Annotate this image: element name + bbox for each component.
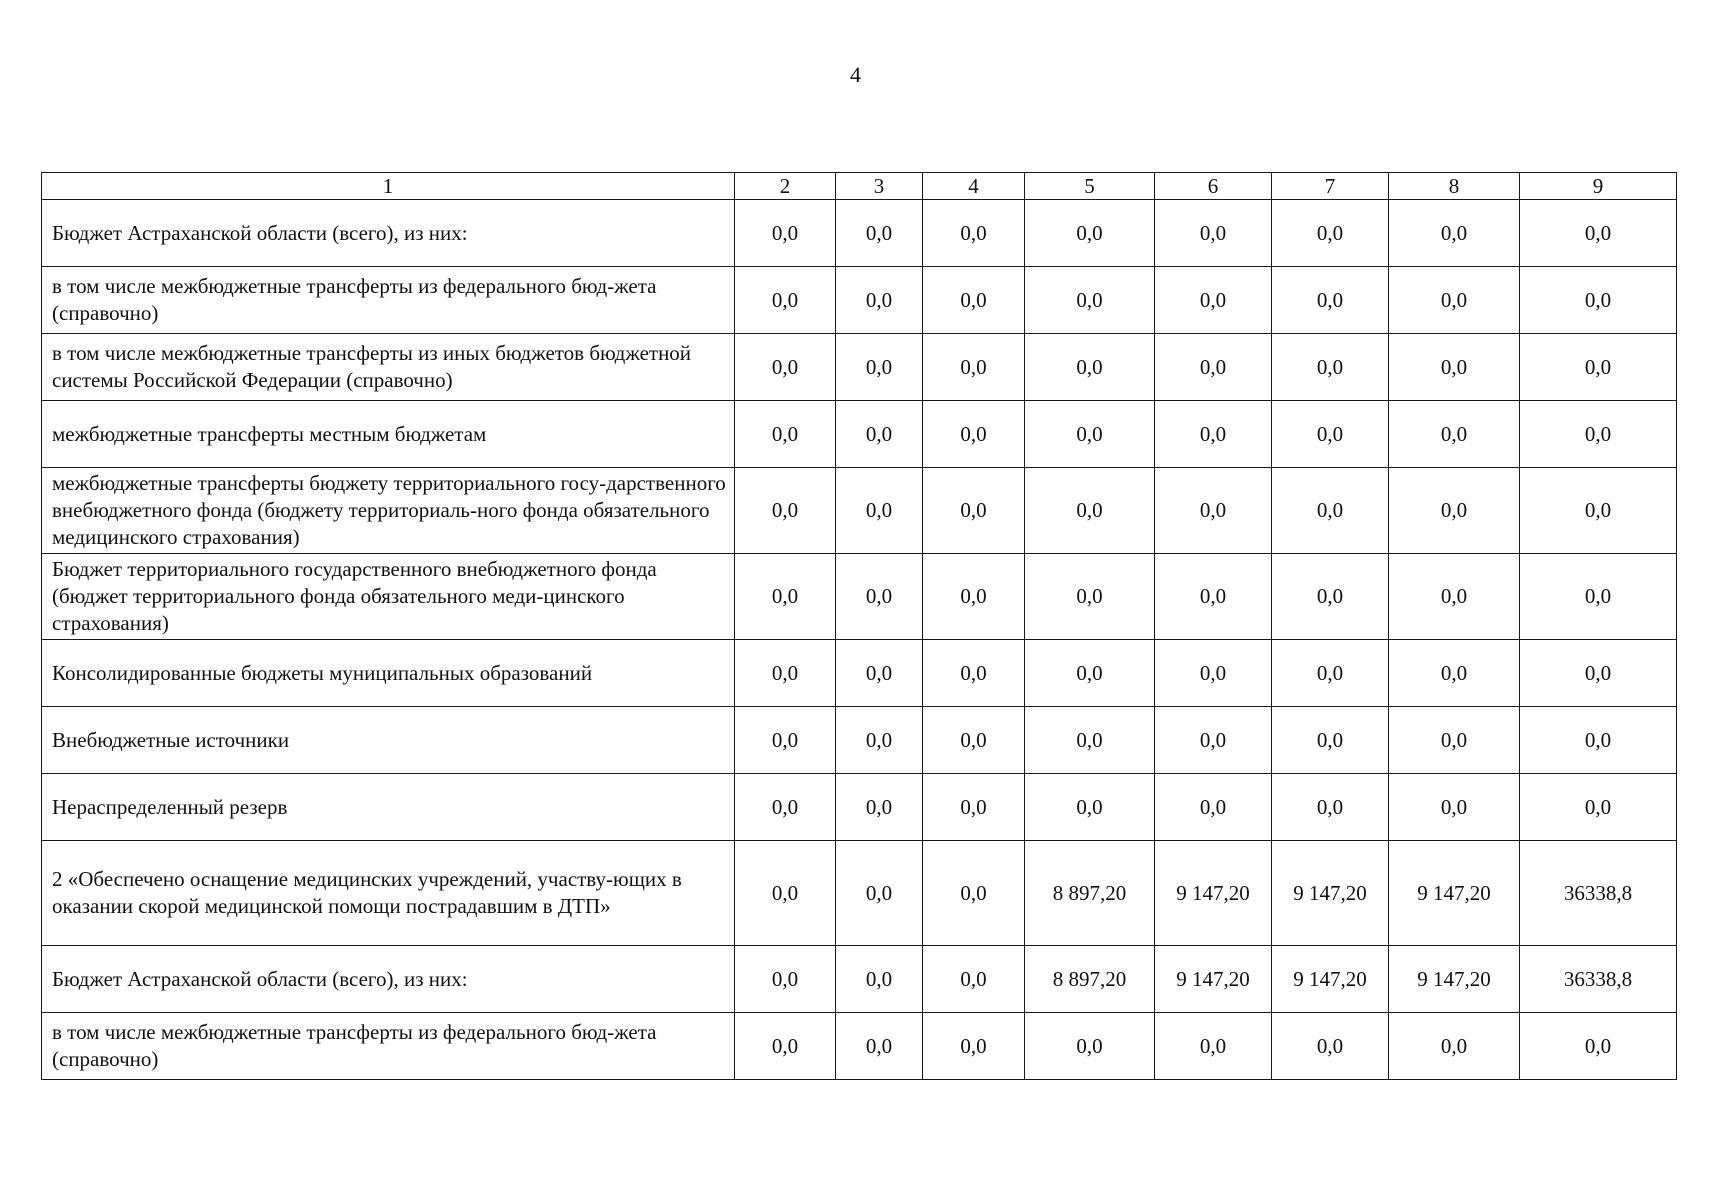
cell-value: 0,0 (1025, 640, 1155, 707)
cell-value: 0,0 (1025, 401, 1155, 468)
cell-value: 0,0 (735, 640, 836, 707)
cell-value: 0,0 (1155, 774, 1272, 841)
column-header-8: 8 (1389, 173, 1520, 200)
cell-value: 0,0 (1389, 707, 1520, 774)
row-label: Бюджет территориального государственного внебюджетного фонда (бюджет территориального фонда обязательного меди-цинского страхования) (42, 554, 735, 640)
row-label: межбюджетные трансферты местным бюджетам (42, 401, 735, 468)
cell-value: 0,0 (1272, 468, 1389, 554)
cell-value: 0,0 (1025, 774, 1155, 841)
table-row (42, 640, 1677, 707)
cell-value: 0,0 (1389, 640, 1520, 707)
cell-value: 0,0 (1155, 334, 1272, 401)
cell-value: 0,0 (1272, 200, 1389, 267)
cell-value: 0,0 (735, 200, 836, 267)
table-row (42, 774, 1677, 841)
cell-value: 0,0 (1155, 468, 1272, 554)
column-header-3: 3 (836, 173, 923, 200)
cell-value: 0,0 (923, 554, 1025, 640)
table-row (42, 946, 1677, 1013)
cell-value: 0,0 (735, 841, 836, 946)
cell-value: 0,0 (923, 200, 1025, 267)
cell-value: 0,0 (1272, 707, 1389, 774)
cell-value: 0,0 (1520, 707, 1677, 774)
row-label: Бюджет Астраханской области (всего), из них: (42, 946, 735, 1013)
cell-value: 0,0 (923, 841, 1025, 946)
cell-value: 0,0 (1520, 401, 1677, 468)
cell-value: 36338,8 (1520, 946, 1677, 1013)
row-label: Консолидированные бюджеты муниципальных образований (42, 640, 735, 707)
row-label: Нераспределенный резерв (42, 774, 735, 841)
column-header-7: 7 (1272, 173, 1389, 200)
cell-value: 0,0 (836, 267, 923, 334)
cell-value: 0,0 (1389, 1013, 1520, 1080)
cell-value: 0,0 (1520, 640, 1677, 707)
column-header-1: 1 (42, 173, 735, 200)
cell-value: 0,0 (1025, 554, 1155, 640)
cell-value: 0,0 (1389, 334, 1520, 401)
cell-value: 0,0 (836, 554, 923, 640)
cell-value: 0,0 (735, 267, 836, 334)
cell-value: 0,0 (735, 707, 836, 774)
budget-table (41, 172, 1677, 1080)
cell-value: 0,0 (735, 1013, 836, 1080)
cell-value: 0,0 (1155, 554, 1272, 640)
cell-value: 0,0 (1520, 334, 1677, 401)
cell-value: 9 147,20 (1389, 946, 1520, 1013)
column-header-2: 2 (735, 173, 836, 200)
cell-value: 0,0 (836, 640, 923, 707)
cell-value: 0,0 (923, 401, 1025, 468)
cell-value: 0,0 (1025, 468, 1155, 554)
cell-value: 0,0 (836, 707, 923, 774)
cell-value: 0,0 (836, 1013, 923, 1080)
cell-value: 0,0 (836, 841, 923, 946)
cell-value: 0,0 (1520, 774, 1677, 841)
cell-value: 0,0 (1272, 267, 1389, 334)
cell-value: 0,0 (923, 707, 1025, 774)
cell-value: 0,0 (1272, 774, 1389, 841)
table-row (42, 707, 1677, 774)
table-row (42, 334, 1677, 401)
cell-value: 0,0 (923, 468, 1025, 554)
cell-value: 0,0 (1389, 401, 1520, 468)
cell-value: 0,0 (1272, 334, 1389, 401)
cell-value: 0,0 (836, 334, 923, 401)
cell-value: 0,0 (923, 267, 1025, 334)
cell-value: 0,0 (1520, 267, 1677, 334)
cell-value: 0,0 (923, 946, 1025, 1013)
cell-value: 0,0 (1155, 707, 1272, 774)
table-row (42, 401, 1677, 468)
cell-value: 0,0 (1272, 1013, 1389, 1080)
cell-value: 0,0 (923, 640, 1025, 707)
column-header-9: 9 (1520, 173, 1677, 200)
cell-value: 0,0 (1155, 200, 1272, 267)
cell-value: 0,0 (735, 334, 836, 401)
column-header-6: 6 (1155, 173, 1272, 200)
row-label: Внебюджетные источники (42, 707, 735, 774)
cell-value: 0,0 (1389, 554, 1520, 640)
row-label: межбюджетные трансферты бюджету территориального госу-дарственного внебюджетного фонда (бюджету территориаль-ного фонда обязательного медицинского страхования) (42, 468, 735, 554)
table-row (42, 200, 1677, 267)
header-row (42, 173, 1677, 200)
cell-value: 0,0 (1520, 1013, 1677, 1080)
cell-value: 0,0 (1025, 1013, 1155, 1080)
cell-value: 0,0 (923, 774, 1025, 841)
row-label: в том числе межбюджетные трансферты из федерального бюд-жета (справочно) (42, 267, 735, 334)
cell-value: 0,0 (735, 774, 836, 841)
cell-value: 0,0 (836, 774, 923, 841)
cell-value: 0,0 (1272, 554, 1389, 640)
cell-value: 8 897,20 (1025, 946, 1155, 1013)
cell-value: 0,0 (1389, 200, 1520, 267)
cell-value: 0,0 (1272, 640, 1389, 707)
cell-value: 36338,8 (1520, 841, 1677, 946)
table-row (42, 554, 1677, 640)
cell-value: 8 897,20 (1025, 841, 1155, 946)
cell-value: 0,0 (1025, 334, 1155, 401)
cell-value: 9 147,20 (1272, 841, 1389, 946)
cell-value: 0,0 (1520, 554, 1677, 640)
row-label: в том числе межбюджетные трансферты из иных бюджетов бюджетной системы Российской Федерации (справочно) (42, 334, 735, 401)
table-row (42, 267, 1677, 334)
cell-value: 9 147,20 (1389, 841, 1520, 946)
cell-value: 0,0 (735, 946, 836, 1013)
table-row (42, 1013, 1677, 1080)
cell-value: 0,0 (1520, 468, 1677, 554)
cell-value: 0,0 (1155, 401, 1272, 468)
cell-value: 9 147,20 (1272, 946, 1389, 1013)
row-label: 2 «Обеспечено оснащение медицинских учреждений, участву-ющих в оказании скорой медицинской помощи пострадавшим в ДТП» (42, 841, 735, 946)
cell-value: 0,0 (923, 334, 1025, 401)
cell-value: 0,0 (1025, 707, 1155, 774)
column-header-5: 5 (1025, 173, 1155, 200)
cell-value: 0,0 (836, 401, 923, 468)
cell-value: 0,0 (1389, 774, 1520, 841)
cell-value: 9 147,20 (1155, 841, 1272, 946)
cell-value: 0,0 (836, 200, 923, 267)
cell-value: 0,0 (836, 468, 923, 554)
cell-value: 0,0 (1272, 401, 1389, 468)
cell-value: 0,0 (1389, 468, 1520, 554)
cell-value: 0,0 (735, 401, 836, 468)
page-number: 4 (850, 62, 861, 87)
cell-value: 0,0 (1389, 267, 1520, 334)
cell-value: 0,0 (1155, 267, 1272, 334)
column-header-4: 4 (923, 173, 1025, 200)
cell-value: 0,0 (923, 1013, 1025, 1080)
cell-value: 9 147,20 (1155, 946, 1272, 1013)
cell-value: 0,0 (735, 468, 836, 554)
cell-value: 0,0 (735, 554, 836, 640)
table-row (42, 468, 1677, 554)
cell-value: 0,0 (1025, 200, 1155, 267)
row-label: Бюджет Астраханской области (всего), из них: (42, 200, 735, 267)
cell-value: 0,0 (1025, 267, 1155, 334)
cell-value: 0,0 (1155, 1013, 1272, 1080)
table-row (42, 841, 1677, 946)
cell-value: 0,0 (1520, 200, 1677, 267)
cell-value: 0,0 (1155, 640, 1272, 707)
row-label: в том числе межбюджетные трансферты из федерального бюд-жета (справочно) (42, 1013, 735, 1080)
cell-value: 0,0 (836, 946, 923, 1013)
